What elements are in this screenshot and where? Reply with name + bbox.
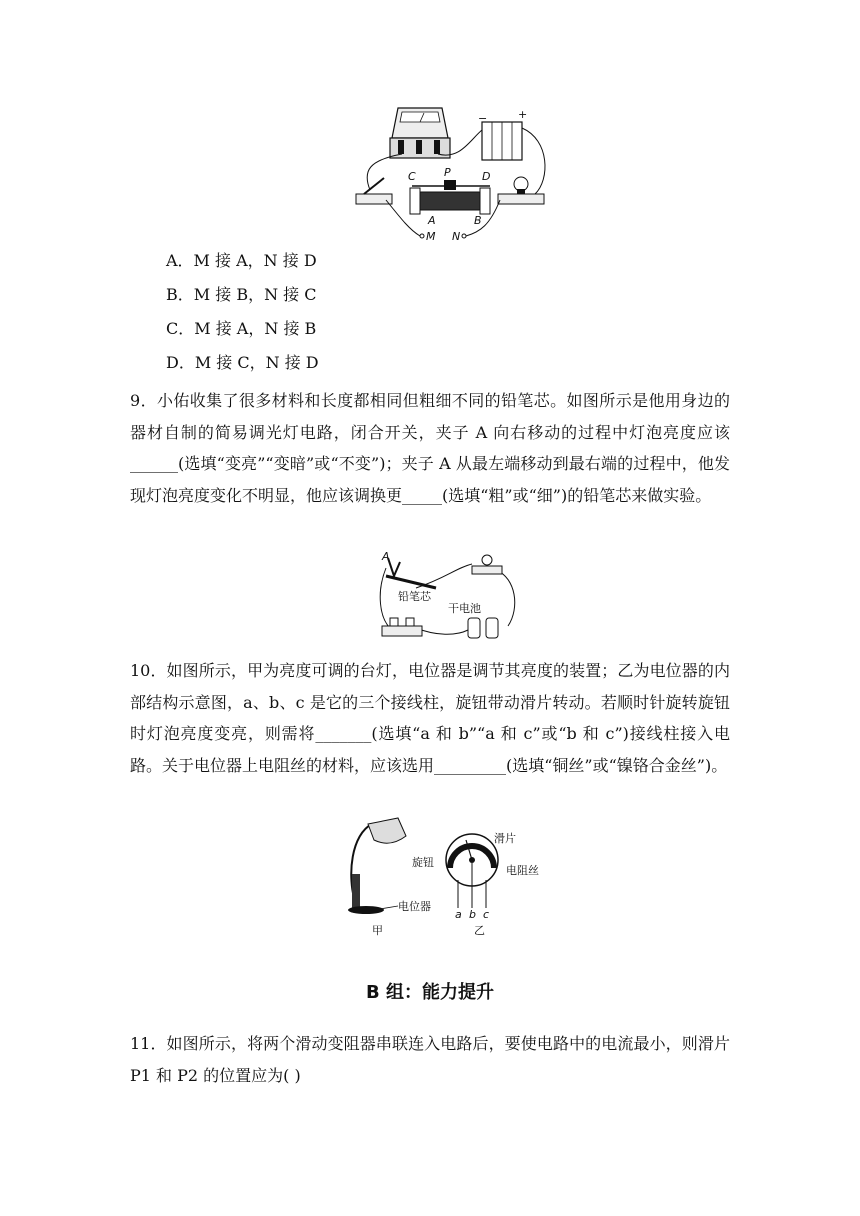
pencil-lead-circuit-figure <box>376 548 526 644</box>
terminal-label-b: b <box>469 908 476 921</box>
potentiometer-diagram-icon <box>446 834 498 908</box>
option-c: C．M 接 A，N 接 B <box>166 319 317 338</box>
rheostat-label-c: C <box>408 170 416 183</box>
lamp-icon <box>472 555 502 574</box>
terminal-label-n: N <box>452 230 461 243</box>
slider-label: 滑片 <box>494 832 516 845</box>
battery-minus-label: − <box>478 112 488 125</box>
lamp-icon <box>498 177 544 204</box>
section-heading: B 组：能力提升 <box>366 982 494 1003</box>
pencil-lead-label: 铅笔芯 <box>398 590 431 603</box>
option-a: A．M 接 A，N 接 D <box>166 251 317 270</box>
rheostat-label-a: A <box>428 214 436 227</box>
question-11-text: 11．如图所示，将两个滑动变阻器串联连入电路后，要使电路中的电流最小，则滑片 P1 和 P2 的位置应为( ) <box>130 1034 730 1085</box>
rheostat-label-d: D <box>482 170 491 183</box>
rheostat-label-b: B <box>474 214 482 227</box>
option-b: B．M 接 B，N 接 C <box>166 285 317 304</box>
resistance-wire-label: 电阻丝 <box>506 864 539 877</box>
rheostat-label-p: P <box>444 166 451 179</box>
knob-label: 旋钮 <box>412 856 434 869</box>
figure-label-yi: 乙 <box>474 924 485 937</box>
clip-icon <box>388 558 400 576</box>
terminal-label-c: c <box>483 908 490 921</box>
question-10-text: 10．如图所示，甲为亮度可调的台灯，电位器是调节其亮度的装置；乙为电位器的内部结构示意图，a、b、c 是它的三个接线柱，旋钮带动滑片转动。若顺时针旋转旋钮时灯泡亮度变亮，则需将_______(选填“a 和 b”“a 和 c”或“b 和 c”)接线柱接入电路。关于电位器上电阻丝的材料，应该选用_________(选填“铜丝”或“镍铬合金丝”)。 <box>130 661 730 775</box>
ammeter-icon <box>390 108 450 158</box>
question-9-text: 9．小佑收集了很多材料和长度都相同但粗细不同的铅笔芯。如图所示是他用身边的器材自制的简易调光灯电路，闭合开关，夹子 A 向右移动的过程中灯泡亮度应该______(选填“变亮”“变暗”或“不变”)；夹子 A 从最左端移动到最右端的过程中，他发现灯泡亮度变化不明显，他应该调换更_____(选填“粗”或“细”)的铅笔芯来做实验。 <box>130 391 730 505</box>
rheostat-icon <box>408 166 490 227</box>
battery-icon <box>468 618 498 638</box>
circuit-figure-rheostat <box>350 100 560 250</box>
terminal-label-a: a <box>455 908 462 921</box>
option-d: D．M 接 C，N 接 D <box>166 353 319 372</box>
lamp-potentiometer-figure <box>340 814 560 940</box>
battery-plus-label: + <box>518 108 528 121</box>
potentiometer-label: 电位器 <box>398 900 431 913</box>
pencil-lead-icon <box>386 576 436 588</box>
figure-label-jia: 甲 <box>372 924 383 937</box>
battery-icon <box>478 108 527 160</box>
switch-icon <box>382 618 422 636</box>
clip-label-a: A <box>382 550 390 563</box>
terminal-label-m: M <box>426 230 436 243</box>
battery-label: 干电池 <box>448 602 481 615</box>
